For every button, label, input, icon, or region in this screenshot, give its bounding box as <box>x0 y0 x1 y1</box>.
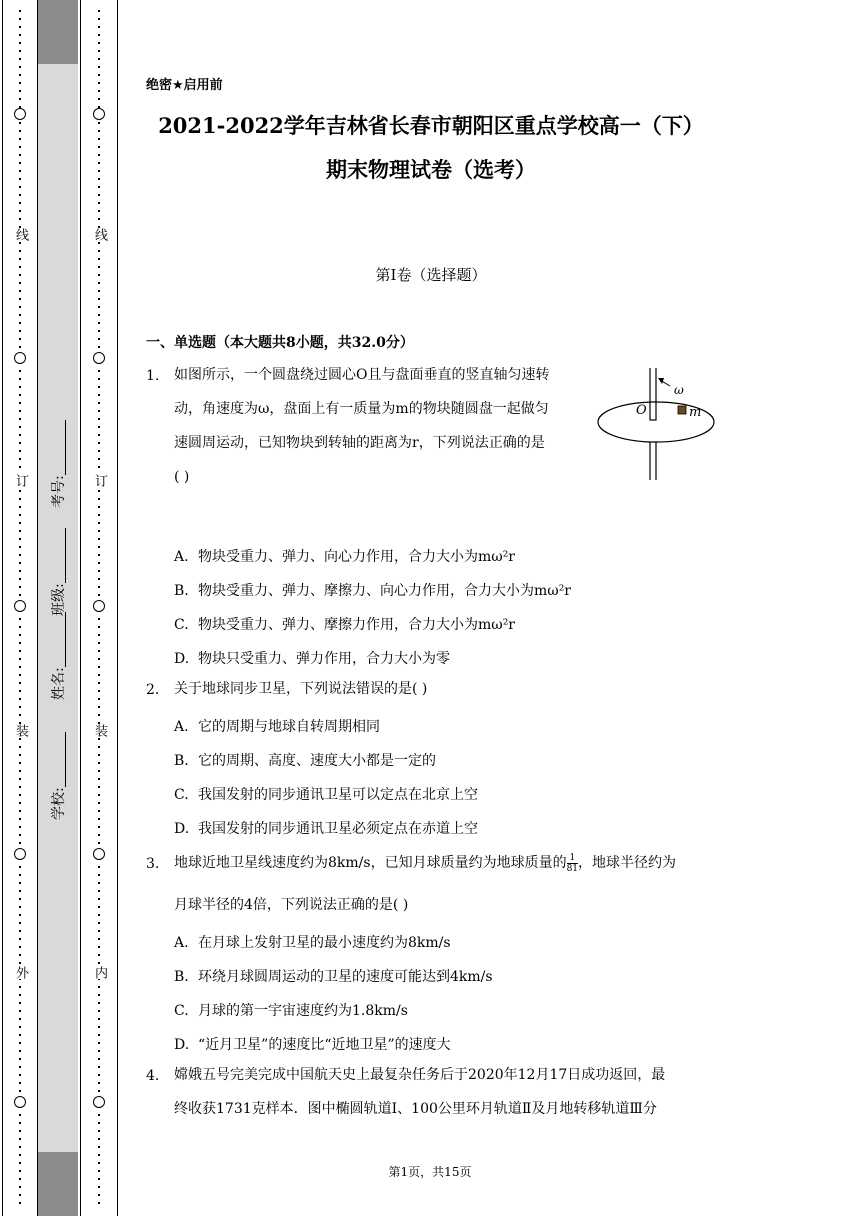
option-item <box>174 614 515 634</box>
option-key: C. <box>174 617 189 633</box>
stem-text: 地球近地卫星线速度约为8km/s，已知月球质量约为地球质量的 <box>174 855 567 871</box>
option-text: 在月球上发射卫星的最小速度约为8km/s <box>198 935 451 951</box>
mass-m-label: m <box>689 405 702 420</box>
question-stem-line <box>174 846 676 880</box>
option-item <box>174 580 571 600</box>
line-char-outer: 线 <box>13 228 28 241</box>
circle-mark <box>93 600 105 612</box>
question-stem-line: 关于地球同步卫星，下列说法错误的是( ) <box>174 681 428 697</box>
option-key: D. <box>174 651 190 667</box>
option-key: D. <box>174 821 190 837</box>
center-o-label: O <box>636 403 647 418</box>
question-number: 2. <box>146 682 160 698</box>
class-blank[interactable] <box>53 528 66 583</box>
stem-text: ，地球半径约为 <box>578 855 677 871</box>
question-number: 3. <box>146 856 160 872</box>
fraction-denominator: 81 <box>566 863 579 874</box>
option-item <box>174 818 478 838</box>
inner-char: 内 <box>92 966 107 979</box>
exam-no-field <box>48 420 68 508</box>
circle-mark <box>93 352 105 364</box>
rotating-disk-figure <box>596 364 716 482</box>
option-item <box>174 546 515 566</box>
option-item <box>174 750 436 770</box>
question-stem-line: 月球半径的4倍，下列说法正确的是( ) <box>174 897 409 913</box>
zhuang-char-inner: 装 <box>92 724 107 737</box>
school-field <box>48 732 68 820</box>
question-stem-line: 如图所示，一个圆盘绕过圆心O且与盘面垂直的竖直轴匀速转 <box>174 367 550 383</box>
option-text: 物块只受重力、弹力作用，合力大小为零 <box>198 651 450 667</box>
option-key: B. <box>174 583 189 599</box>
exam-no-blank[interactable] <box>53 420 66 475</box>
option-key: B. <box>174 969 189 985</box>
option-text: 环绕月球圆周运动的卫星的速度可能达到4km/s <box>198 969 493 985</box>
option-text: 物块受重力、弹力、摩擦力、向心力作用，合力大小为mω²r <box>198 583 571 599</box>
exam-no-label: 考号: <box>51 475 67 508</box>
question-stem-line: 动，角速度为ω，盘面上有一质量为m的物块随圆盘一起做匀 <box>174 401 549 417</box>
option-key: A. <box>174 549 189 565</box>
question-stem-line: 嫦娥五号完美完成中国航天史上最复杂任务后于2020年12月17日成功返回，最 <box>174 1067 666 1083</box>
page-title-line2: 期末物理试卷（选考） <box>326 157 536 182</box>
ding-char-inner: 订 <box>92 474 107 487</box>
page-footer: 第1页，共15页 <box>388 1165 472 1179</box>
circle-mark <box>93 108 105 120</box>
circle-mark <box>14 600 26 612</box>
option-text: 物块受重力、弹力、摩擦力作用，合力大小为mω²r <box>198 617 515 633</box>
option-text: 我国发射的同步通讯卫星必须定点在赤道上空 <box>198 821 478 837</box>
page-title-line1: 2021-2022学年吉林省长春市朝阳区重点学校高一（下） <box>158 113 704 138</box>
option-item <box>174 716 380 736</box>
option-text: 月球的第一宇宙速度约为1.8km/s <box>198 1003 408 1019</box>
option-key: A. <box>174 719 189 735</box>
circle-mark <box>14 108 26 120</box>
option-text: 它的周期与地球自转周期相同 <box>198 719 380 735</box>
option-text: 物块受重力、弹力、向心力作用，合力大小为mω²r <box>198 549 515 565</box>
circle-mark <box>93 848 105 860</box>
class-label: 班级: <box>51 583 67 616</box>
option-key: A. <box>174 935 189 951</box>
school-blank[interactable] <box>53 732 66 787</box>
option-key: C. <box>174 787 189 803</box>
binding-margin-outer <box>2 0 38 1216</box>
circle-mark <box>14 848 26 860</box>
option-key: C. <box>174 1003 189 1019</box>
secret-mark: 绝密★启用前 <box>146 78 223 93</box>
zhuang-char-outer: 装 <box>13 724 28 737</box>
option-item <box>174 784 478 804</box>
name-blank[interactable] <box>53 612 66 667</box>
circle-mark <box>93 1096 105 1108</box>
outer-char: 外 <box>13 966 28 979</box>
name-field <box>48 612 68 700</box>
section-heading: 一、单选题（本大题共8小题，共32.0分） <box>146 335 414 351</box>
option-text: 它的周期、高度、速度大小都是一定的 <box>198 753 436 769</box>
block-mass <box>678 406 686 414</box>
option-text: “近月卫星”的速度比“近地卫星”的速度大 <box>198 1037 451 1053</box>
circle-mark <box>14 1096 26 1108</box>
option-item <box>174 648 450 668</box>
option-key: D. <box>174 1037 190 1053</box>
name-label: 姓名: <box>51 667 67 700</box>
strip-top-dark <box>38 0 78 64</box>
part-heading: 第Ⅰ卷（选择题） <box>375 266 487 284</box>
question-stem-line: 速圆周运动，已知物块到转轴的距离为r，下列说法正确的是 <box>174 435 545 451</box>
binding-margin-inner <box>80 0 118 1216</box>
option-item <box>174 932 451 952</box>
option-item <box>174 1000 408 1020</box>
fraction <box>567 853 578 874</box>
circle-mark <box>14 352 26 364</box>
strip-bottom-dark <box>38 1152 78 1216</box>
question-number: 4. <box>146 1068 160 1084</box>
ding-char-outer: 订 <box>13 474 28 487</box>
option-item <box>174 1034 451 1054</box>
omega-label: ω <box>674 383 684 397</box>
fraction-numerator: 1 <box>567 853 578 864</box>
option-item <box>174 966 493 986</box>
question-stem-line: 终收获1731克样本．图中椭圆轨道Ⅰ、100公里环月轨道Ⅱ及月地转移轨道Ⅲ分 <box>174 1101 657 1117</box>
class-field <box>48 528 68 616</box>
option-key: B. <box>174 753 189 769</box>
school-label: 学校: <box>51 787 67 820</box>
option-text: 我国发射的同步通讯卫星可以定点在北京上空 <box>198 787 478 803</box>
question-number: 1. <box>146 368 160 384</box>
question-stem-line: ( ) <box>174 469 190 485</box>
line-char-inner: 线 <box>92 228 107 241</box>
